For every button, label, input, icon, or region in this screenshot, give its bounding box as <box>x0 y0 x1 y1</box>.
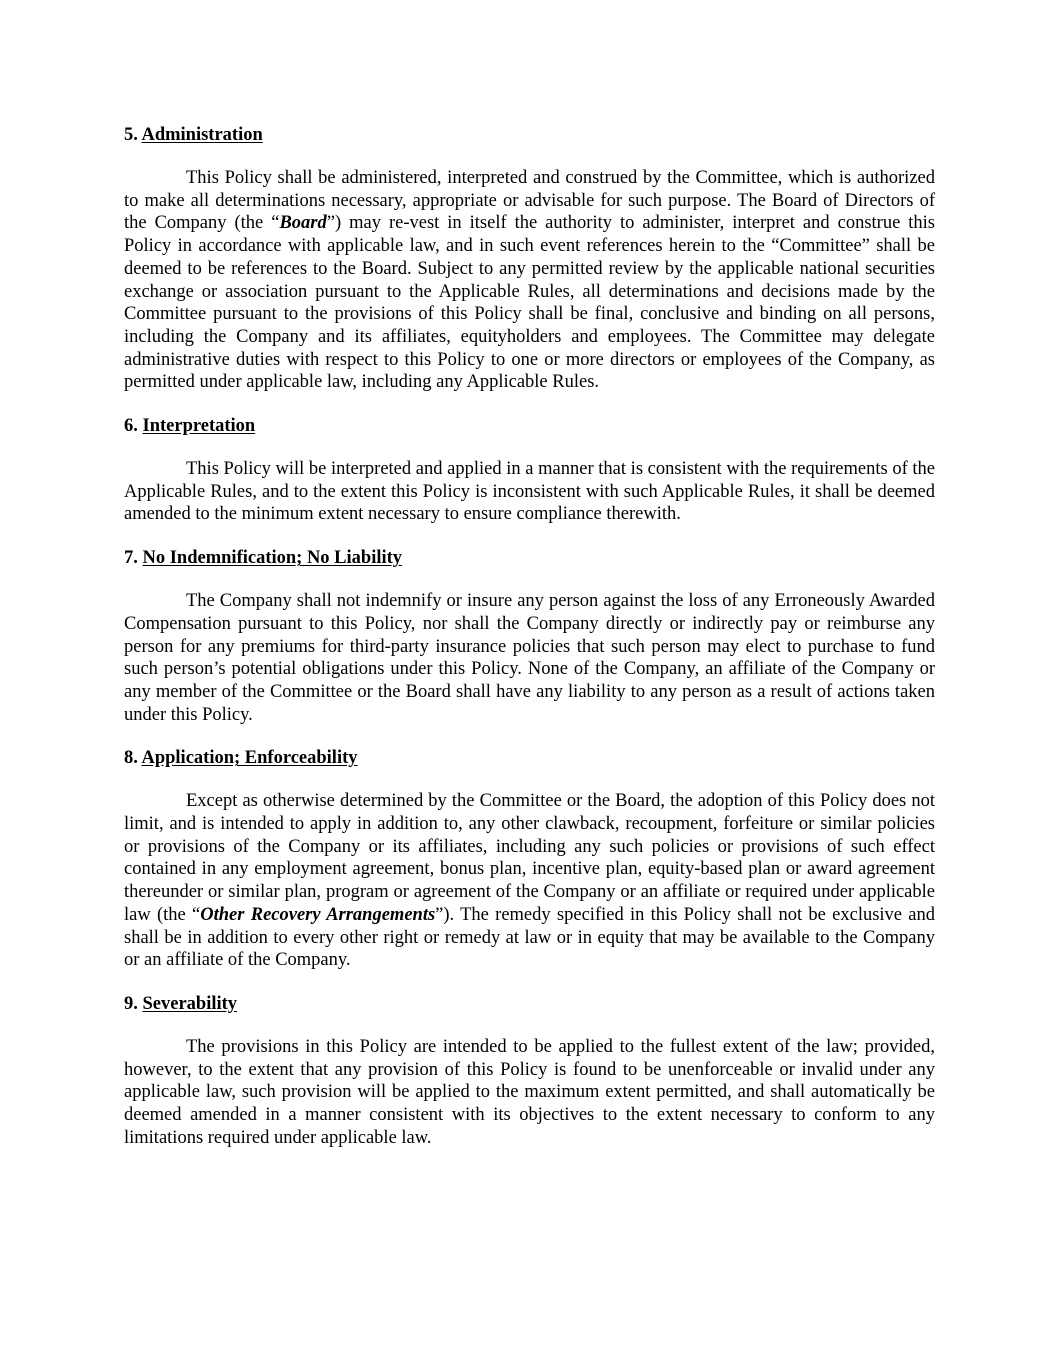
section-paragraph: This Policy will be interpreted and applied in a manner that is consistent with the requirements of the Applicable Rules, and to the extent this Policy is inconsistent with such Applicable Rules, it shall be deemed amended to the minimum extent necessary to ensure compliance therewith. <box>124 459 935 525</box>
section-number: 5. <box>124 125 138 145</box>
section-number: 7. <box>124 548 138 569</box>
section-heading <box>124 747 935 769</box>
section-paragraph <box>124 790 935 972</box>
paragraph-text: ”). The remedy specified in this Policy shall not be exclusive and shall be in addition to every other right or remedy at law or in equity that may be available to the Company or an affiliate of the Company. <box>124 904 936 971</box>
section-application-enforceability <box>124 747 935 972</box>
section-number: 6. <box>124 416 138 437</box>
section-title: No Indemnification; No Liability <box>142 548 403 569</box>
paragraph-text: This Policy shall be administered, interpreted and construed by the Committee, which is authorized to make all determinations necessary, appropriate or advisable for such purpose. The Board of Directors of the Company (the “ <box>124 168 935 234</box>
section-paragraph: The provisions in this Policy are intended to be applied to the fullest extent of the law; provided, however, to the extent that any provision of this Policy is found to be unenforceable or invalid under any applicable law, such provision will be applied to the maximum extent permitted, and shall automatically be deemed amended in a manner consistent with its objectives to the extent necessary to conform to any limitations required under applicable law. <box>124 1036 935 1148</box>
section-heading <box>124 993 935 1015</box>
section-administration <box>124 124 935 394</box>
section-heading <box>124 547 935 569</box>
section-number: 9. <box>124 993 138 1014</box>
section-severability <box>124 993 935 1150</box>
paragraph-text: ”) may re-vest in itself the authority to administer, interpret and construe this Policy in accordance with applicable law, and in such event references herein to the “Committee” shall be deemed to be references to the Board. Subject to any permitted review by the applicable national securities exchange or association pursuant to the Applicable Rules, all determinations and decisions made by the Committee pursuant to the provisions of this Policy shall be final, conclusive and binding on all persons, including the Company and its affiliates, equityholders and employees. The Committee may delegate administrative duties with respect to this Policy to one or more directors or employees of the Company, as permitted under applicable law, including any Applicable Rules. <box>124 213 935 393</box>
section-no-indemnification <box>124 547 935 726</box>
section-interpretation <box>124 415 935 526</box>
paragraph-text: Except as otherwise determined by the Committee or the Board, the adoption of this Policy does not limit, and is intended to apply in addition to, any other clawback, recoupment, forfeiture or similar policies or provisions of the Company or its affiliates, including any such policies or provisions of such effect contained in any employment agreement, bonus plan, incentive plan, equity-based plan or award agreement thereunder or similar plan, program or agreement of the Company or an affiliate or required under applicable law (the “ <box>124 791 935 925</box>
section-number: 8. <box>124 748 138 769</box>
section-title: Application; Enforceability <box>141 748 358 769</box>
section-paragraph: The Company shall not indemnify or insure any person against the loss of any Erroneously Awarded Compensation pursuant to this Policy, nor shall the Company directly or indirectly pay or reimburse any person for any premiums for third-party insurance policies that such person may elect to purchase to fund such person’s potential obligations under this Policy. None of the Company, an affiliate of the Company or any member of the Committee or the Board shall have any liability to any person as a result of actions taken under this Policy. <box>124 591 935 725</box>
section-title: Severability <box>142 993 238 1014</box>
section-title: Administration <box>141 125 263 145</box>
defined-term-board: Board <box>279 213 327 234</box>
document-page <box>124 124 935 1171</box>
section-heading <box>124 124 935 146</box>
defined-term-other-recovery-arrangements: Other Recovery Arrangements <box>200 904 436 925</box>
section-heading <box>124 415 935 437</box>
section-paragraph <box>124 167 935 394</box>
section-title: Interpretation <box>142 416 256 437</box>
